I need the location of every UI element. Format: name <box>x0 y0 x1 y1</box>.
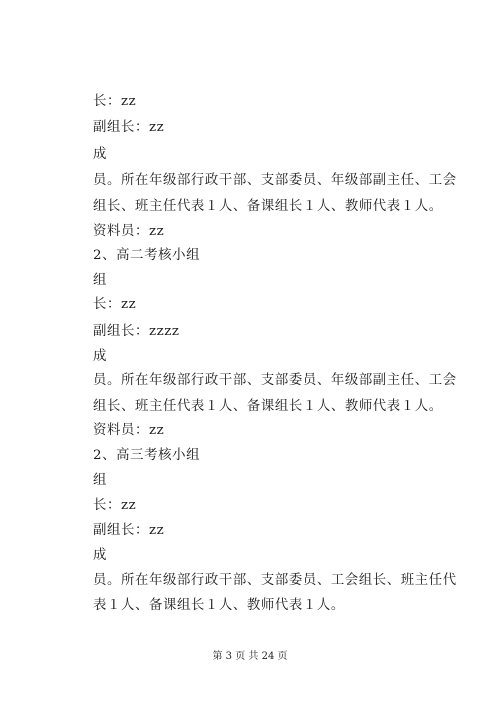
text-line-5: 组长、班主任代表１人、备课组长１人、教师代表１人。 <box>93 199 443 214</box>
text-line-18: 副组长：zz <box>93 523 165 538</box>
text-line-8: 组 <box>93 273 107 288</box>
text-line-17: 长：zz <box>93 498 137 513</box>
text-line-12: 员。所在年级部行政干部、支部委员、年级部副主任、工会 <box>93 373 457 388</box>
text-line-11: 成 <box>93 349 107 364</box>
text-line-19: 成 <box>93 548 107 563</box>
text-line-15: 2、高三考核小组 <box>93 448 201 463</box>
text-line-2: 副组长：zz <box>93 120 165 135</box>
text-line-16: 组 <box>93 473 107 488</box>
text-line-6: 资料员：zz <box>93 224 165 239</box>
text-line-3: 成 <box>93 147 107 162</box>
text-line-14: 资料员：zz <box>93 423 165 438</box>
text-line-21: 表１人、备课组长１人、教师代表１人。 <box>93 598 345 613</box>
text-line-9: 长：zz <box>93 297 137 312</box>
text-line-13: 组长、班主任代表１人、备课组长１人、教师代表１人。 <box>93 399 443 414</box>
text-line-7: 2、高二考核小组 <box>93 248 201 263</box>
text-line-4: 员。所在年级部行政干部、支部委员、年级部副主任、工会 <box>93 173 457 188</box>
text-line-20: 员。所在年级部行政干部、支部委员、工会组长、班主任代 <box>93 573 457 588</box>
text-line-1: 长：zz <box>93 94 137 109</box>
text-line-10: 副组长：zzzz <box>93 324 180 339</box>
page-footer: 第 3 页 共 24 页 <box>212 651 288 662</box>
